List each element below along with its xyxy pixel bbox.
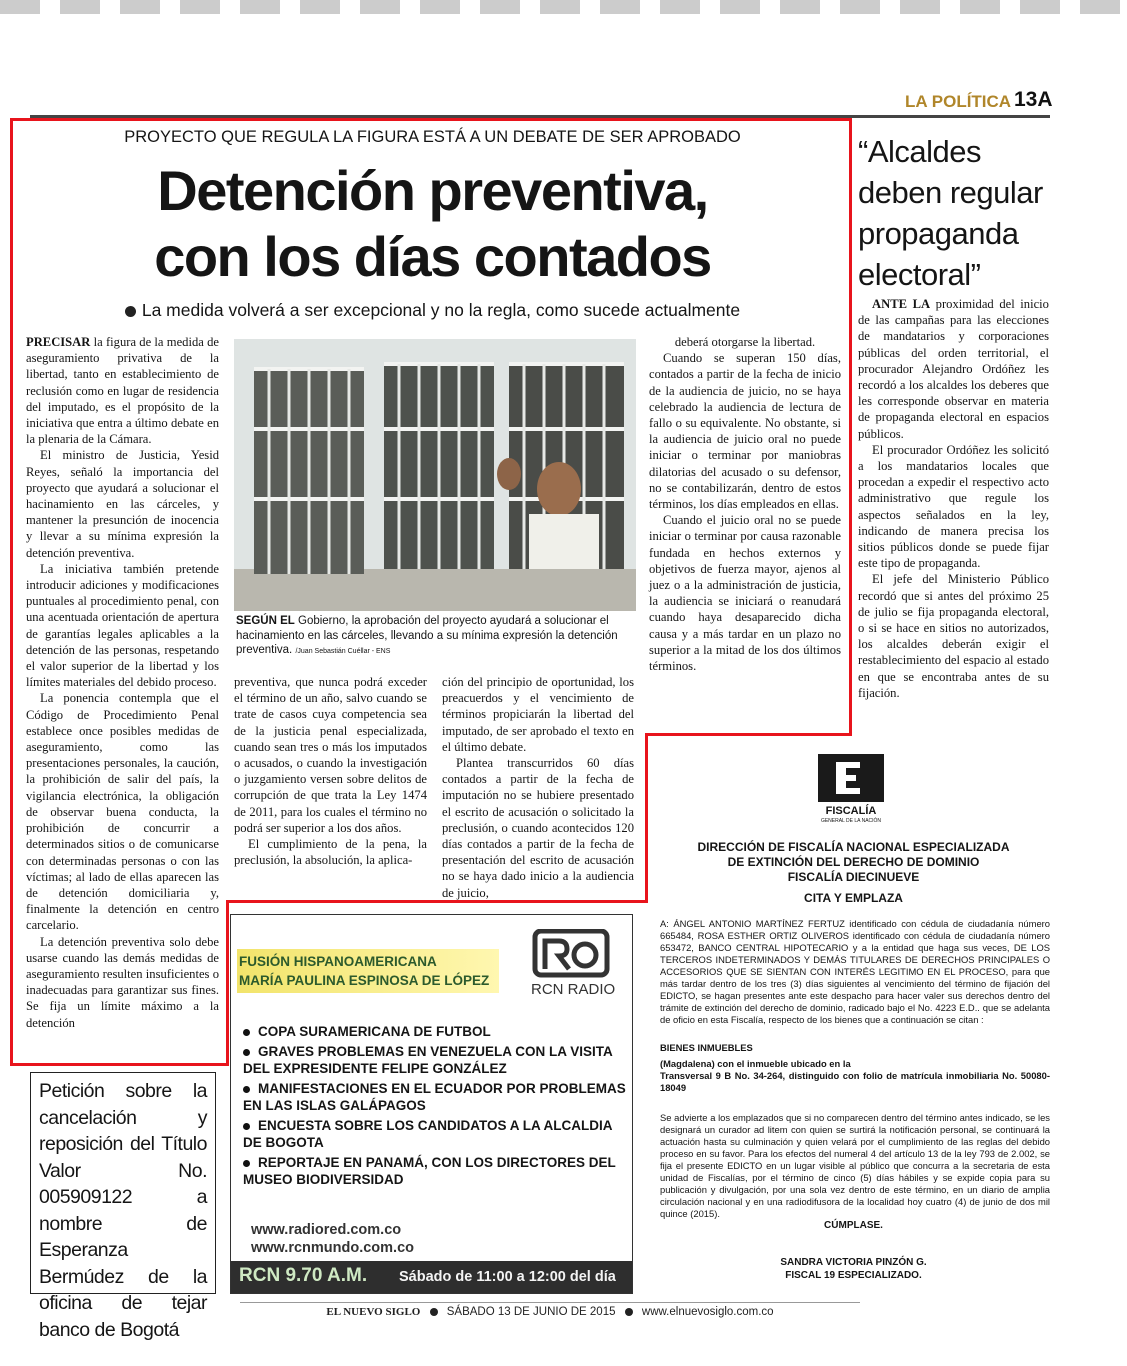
paragraph: La iniciativa también pretende introducir adiciones y modificaciones puntuales al procedimiento penal, con una acentuada orientación de apertura de garantías legales aplicables a la detención de las personas, respetando el valor superior de la libertad y los límites materiales del debido proceso. — [26, 561, 219, 690]
footer-date: SÁBADO 13 DE JUNIO DE 2015 — [446, 1306, 616, 1318]
kicker: PROYECTO QUE REGULA LA FIGURA ESTÁ A UN DEBATE DE SER APROBADO — [124, 128, 741, 146]
article-column-1 — [26, 334, 219, 1031]
fiscalia-logo-word: FISCALÍA — [825, 805, 877, 817]
ad-url-2[interactable]: www.rcnmundo.com.co — [251, 1240, 415, 1256]
highlight-frame-right — [849, 118, 852, 736]
ad-banner-text — [239, 952, 489, 990]
edict-signature — [656, 1256, 1051, 1282]
article-column-2 — [234, 674, 427, 868]
rcn-logo-text: RCN RADIO — [531, 981, 616, 998]
ad-frequency: RCN 9.70 A.M. — [239, 1265, 368, 1286]
bullet-icon — [243, 1160, 250, 1167]
ad-item — [243, 1117, 628, 1151]
highlight-frame-step2 — [645, 733, 648, 903]
edict-title-4: CITA Y EMPLAZA — [804, 891, 903, 905]
classified-notice: Petición sobre la cancelación y reposición del Título Valor No. 005909122 a nombre de Esperanza Bermúdez de la oficina de tejar banco de Bogotá — [30, 1072, 216, 1294]
photo-credit: /Juan Sebastián Cuéllar - ENS — [295, 648, 391, 655]
paragraph: Cuando el juicio oral no se puede iniciar o terminar por causa razonable fundada en hechos externos y objetivos de fuerza mayor, ajenos al juez o a la administración de justicia, la audiencia se iniciará o reanudará cuando haya desaparecido dicha causa y a más tardar en un plazo no superior a la mitad de los dos últimos términos. — [649, 513, 841, 674]
bullet-icon — [243, 1086, 250, 1093]
section-label: LA POLÍTICA — [905, 92, 1012, 111]
paragraph: Plantea transcurridos 60 días contados a partir de la fecha de imputación no se hubiere presentado el escrito de acusación o solicitado la preclusión, o cuando acontecidos 120 días contados a partir de la fecha de presentación del escrito de acusación no se haya dado inicio a la audiencia de juicio, — [442, 756, 634, 900]
edict-title-2: DE EXTINCIÓN DEL DERECHO DE DOMINIO — [727, 855, 980, 869]
footer-rule — [240, 1302, 860, 1303]
edict-body-3: Se advierte a los emplazados que si no comparecen dentro del término antes indicado, se les designará un curador ad litem con quien se surtirá la notificación personal, se continuará la actuación hasta su culminación y quien velará por el cumplimiento de las reglas del debido proceso en su favor. Para los efectos del numeral 4 del artículo 13 de la ley 793 de 2.002, se fija el presente EDICTO en un lugar visible al público que concurra a la secretaria de esta unidad de Fiscalías, por el término de cinco (5) días hábiles y se expide copia para su publicación y divulgación, por una sola vez dentro de este término, en un diario de amplia circulación nacional y en una radiodifusora de la localidad hoy cuatro (4) de junio de dos mil quince (2015). — [660, 1112, 1050, 1219]
ad-item-text: MANIFESTACIONES EN EL ECUADOR POR PROBLEMAS EN LAS ISLAS GALÁPAGOS — [243, 1081, 626, 1113]
ad-item-text: REPORTAJE EN PANAMÁ, CON LOS DIRECTORES DEL MUSEO BIODIVERSIDAD — [243, 1155, 616, 1187]
paragraph — [858, 296, 1049, 442]
edict-body-2-lead: (Magdalena) con el inmueble ubicado en la — [660, 1058, 851, 1069]
paragraph: La detención preventiva solo debe usarse cuando las demás medidas de aseguramiento resulten insuficientes o inadecuadas para garantizar sus fines. Se fija un límite máximo a la detención — [26, 934, 219, 1030]
highlight-frame-left — [10, 118, 13, 1066]
bullet-icon — [243, 1123, 250, 1130]
edict-body-1: A: ÁNGEL ANTONIO MARTÍNEZ FERTUZ identificado con cédula de ciudadanía número 665484, ROSA ESTHER ORTIZ OLIVEROS identificado con cédula de ciudadanía número 653472, BANCO CENTRAL HIPOTECARIO y a la entidad que haga sus veces, DE LOS TERCEROS INDETERMINADOS Y DEMÁS TITULARES DE DERECHOS PRINCIPALES O ACCESORIOS QUE SE SIENTAN CON INTERÉS LEGITIMO EN EL PROCESO, para que más tardar dentro de los tres (3) días siguientes al vencimiento del término de fijación del EDICTO, se hagan presentes ante este despacho para hacer valer sus derechos dentro del trámite de extinción del derecho de dominio, radicado bajo el No. 4223 E.D.. que se adelanta de oficio en esta Fiscalía, respecto de los bienes que a continuación se citan : — [660, 918, 1050, 1025]
ad-url-1[interactable]: www.radiored.com.co — [251, 1222, 402, 1238]
highlight-frame-step1 — [645, 733, 852, 736]
edict-title-1: DIRECCIÓN DE FISCALÍA NACIONAL ESPECIALIZADA — [697, 840, 1010, 854]
edict-signer-role: FISCAL 19 ESPECIALIZADO. — [785, 1270, 922, 1281]
highlight-frame-step4 — [226, 900, 229, 1066]
headline — [20, 158, 845, 290]
rcn-logo-icon — [531, 929, 611, 979]
edict-signer: SANDRA VICTORIA PINZÓN G. — [780, 1257, 927, 1268]
subhead-text: La medida volverá a ser excepcional y no la regla, como sucede actualmente — [141, 300, 741, 320]
ad-banner-line-2: MARÍA PAULINA ESPINOSA DE LÓPEZ — [239, 973, 490, 988]
paragraph: Cuando se superan 150 días, contados a partir de la fecha de inicio de la audiencia de juicio, no se haya celebrado la audiencia de lectura de fallo o su equivalente. No obstante, si la audiencia de juicio oral no puede iniciar o terminar por maniobras dilatorias del acusado o su defensor, no se contabilizarán, dentro de estos términos, los días empleados en ellas. — [649, 351, 841, 512]
paragraph: deberá otorgarse la libertad. — [674, 335, 816, 349]
paragraph-text: la figura de la medida de aseguramiento privativa de la libertad, tanto en establecimiento de reclusión como en lugar de residencia del imputado, es el propósito de la iniciativa que entra a último debate en la plenaria de la Cámara. — [26, 335, 219, 447]
fiscalia-logo-icon — [818, 754, 884, 802]
fiscalia-edict — [656, 750, 1051, 1290]
ad-urls — [251, 1221, 414, 1257]
caption-lead: SEGÚN EL — [236, 615, 295, 627]
rcn-radio-ad — [230, 914, 633, 1294]
article-column-4 — [649, 334, 841, 674]
ad-item-list — [243, 1023, 628, 1191]
paragraph-text: proximidad del inicio de las campañas para las elecciones de mandatarios y corporaciones públicas del orden territorial, el procurador Alejandro Ordóñez les recordó a los alcaldes los deberes que les corresponde observar en materia de propaganda electoral en espacios públicos. — [858, 297, 1049, 441]
ad-schedule: Sábado de 11:00 a 12:00 del día — [399, 1269, 616, 1285]
ad-item — [243, 1154, 628, 1188]
paragraph: preventiva, que nunca podrá exceder el término de un año, salvo cuando se trate de casos cuya competencia sea de la justicia penal especializada, cuando sean tres o más los imputados o acusados, o cuando la investigación o juzgamiento versen sobre delitos de corrupción de que trata la Ley 1474 de 2011, para los cuales el término no podrá ser superior a los dos años. — [234, 675, 427, 835]
highlight-frame-top — [10, 118, 852, 121]
ad-item-text: ENCUESTA SOBRE LOS CANDIDATOS A LA ALCALDIA DE BOGOTA — [243, 1118, 612, 1150]
scan-edge — [0, 0, 1127, 14]
page-footer — [240, 1306, 860, 1318]
headline-line-1: Detención preventiva, — [157, 159, 708, 222]
edict-bienes: BIENES INMUEBLES — [660, 1042, 753, 1053]
ad-item — [243, 1080, 628, 1114]
paragraph: La ponencia contempla que el Código de Procedimiento Penal establece once posibles medidas de aseguramiento, como las presentaciones personales, la caución, la prohibición de salir del país, la vigilancia electrónica, la obligación de observar buena conducta, la prohibición de concurrir a determinados sitios o de comunicarse con determinadas personas o con las víctimas; al lado de ellas aparecen las de detención domiciliaria y, finalmente la detención en centro carcelario. — [26, 691, 219, 933]
paragraph: El ministro de Justicia, Yesid Reyes, señaló la importancia del proyecto que ayudará a solucionar el hacinamiento en las cárceles, y mantener la presunción de inocencia y llevar a su mínima expresión la detención preventiva. — [26, 448, 219, 560]
article-column-3 — [442, 674, 634, 901]
ad-item-text: GRAVES PROBLEMAS EN VENEZUELA CON LA VISITA DEL EXPRESIDENTE FELIPE GONZÁLEZ — [243, 1044, 613, 1076]
edict-cumplase: CÚMPLASE. — [824, 1220, 883, 1231]
edict-body-2: Transversal 9 B No. 34-264, distinguido con folio de matrícula inmobiliaria No. 50080-18049 — [660, 1070, 1050, 1093]
page-number: 13A — [1014, 88, 1053, 111]
bullet-icon — [125, 306, 136, 317]
prison-bars-icon — [234, 339, 636, 611]
paragraph: El procurador Ordóñez les solicitó a los mandatarios locales que procedan a expedir el respectivo acto administrativo que regule los aspectos señalados en la ley, indicando de manera precisa los sitios públicos donde se puede fijar este tipo de propaganda. — [858, 442, 1049, 571]
side-headline: “Alcaldes deben regular propaganda electoral” — [858, 134, 1043, 292]
fiscalia-logo-sub: GENERAL DE LA NACIÓN — [820, 818, 882, 824]
subhead — [20, 300, 845, 321]
headline-line-2: con los días contados — [154, 225, 711, 288]
paragraph — [26, 334, 219, 447]
side-article-body — [858, 296, 1049, 701]
ad-item-text: COPA SURAMERICANA DE FUTBOL — [258, 1024, 491, 1039]
footer-paper-name: EL NUEVO SIGLO — [326, 1306, 421, 1318]
edict-title-3: FISCALÍA DIECINUEVE — [787, 870, 920, 884]
ad-banner-line-1: FUSIÓN HISPANOAMERICANA — [239, 954, 437, 969]
lead-word: ANTE LA — [872, 297, 931, 311]
photo-caption — [236, 614, 634, 660]
bullet-icon — [243, 1029, 250, 1036]
caption-text: Gobierno, la aprobación del proyecto ayudará a solucionar el hacinamiento en las cárceles, llevando a su mínima expresión la detención preventiva. — [236, 615, 618, 656]
edict-titles — [656, 840, 1051, 906]
bullet-icon — [243, 1049, 250, 1056]
highlight-frame-bottom — [10, 1063, 229, 1066]
paragraph: El cumplimiento de la pena, la preclusión, la absolución, la aplica- — [234, 837, 427, 868]
bullet-icon — [625, 1308, 633, 1316]
lead-word: PRECISAR — [26, 335, 91, 349]
paragraph: ción del principio de oportunidad, los preacuerdos y el vencimiento de términos propiciarán la libertad del imputado, de ser aprobado el texto en el último debate. — [442, 675, 634, 754]
paragraph: El jefe del Ministerio Público recordó que si antes del próximo 25 de julio se fija propaganda electoral, o si se hace en sitios no autorizados, los alcaldes deberán exigir el restablecimiento del espacio al estado en que se encontraba antes de su fijación. — [858, 572, 1049, 700]
photo-prison-windows — [234, 339, 636, 611]
bullet-icon — [430, 1308, 438, 1316]
ad-item — [243, 1043, 628, 1077]
footer-url[interactable]: www.elnuevosiglo.com.co — [641, 1306, 774, 1318]
ad-item — [243, 1023, 628, 1040]
